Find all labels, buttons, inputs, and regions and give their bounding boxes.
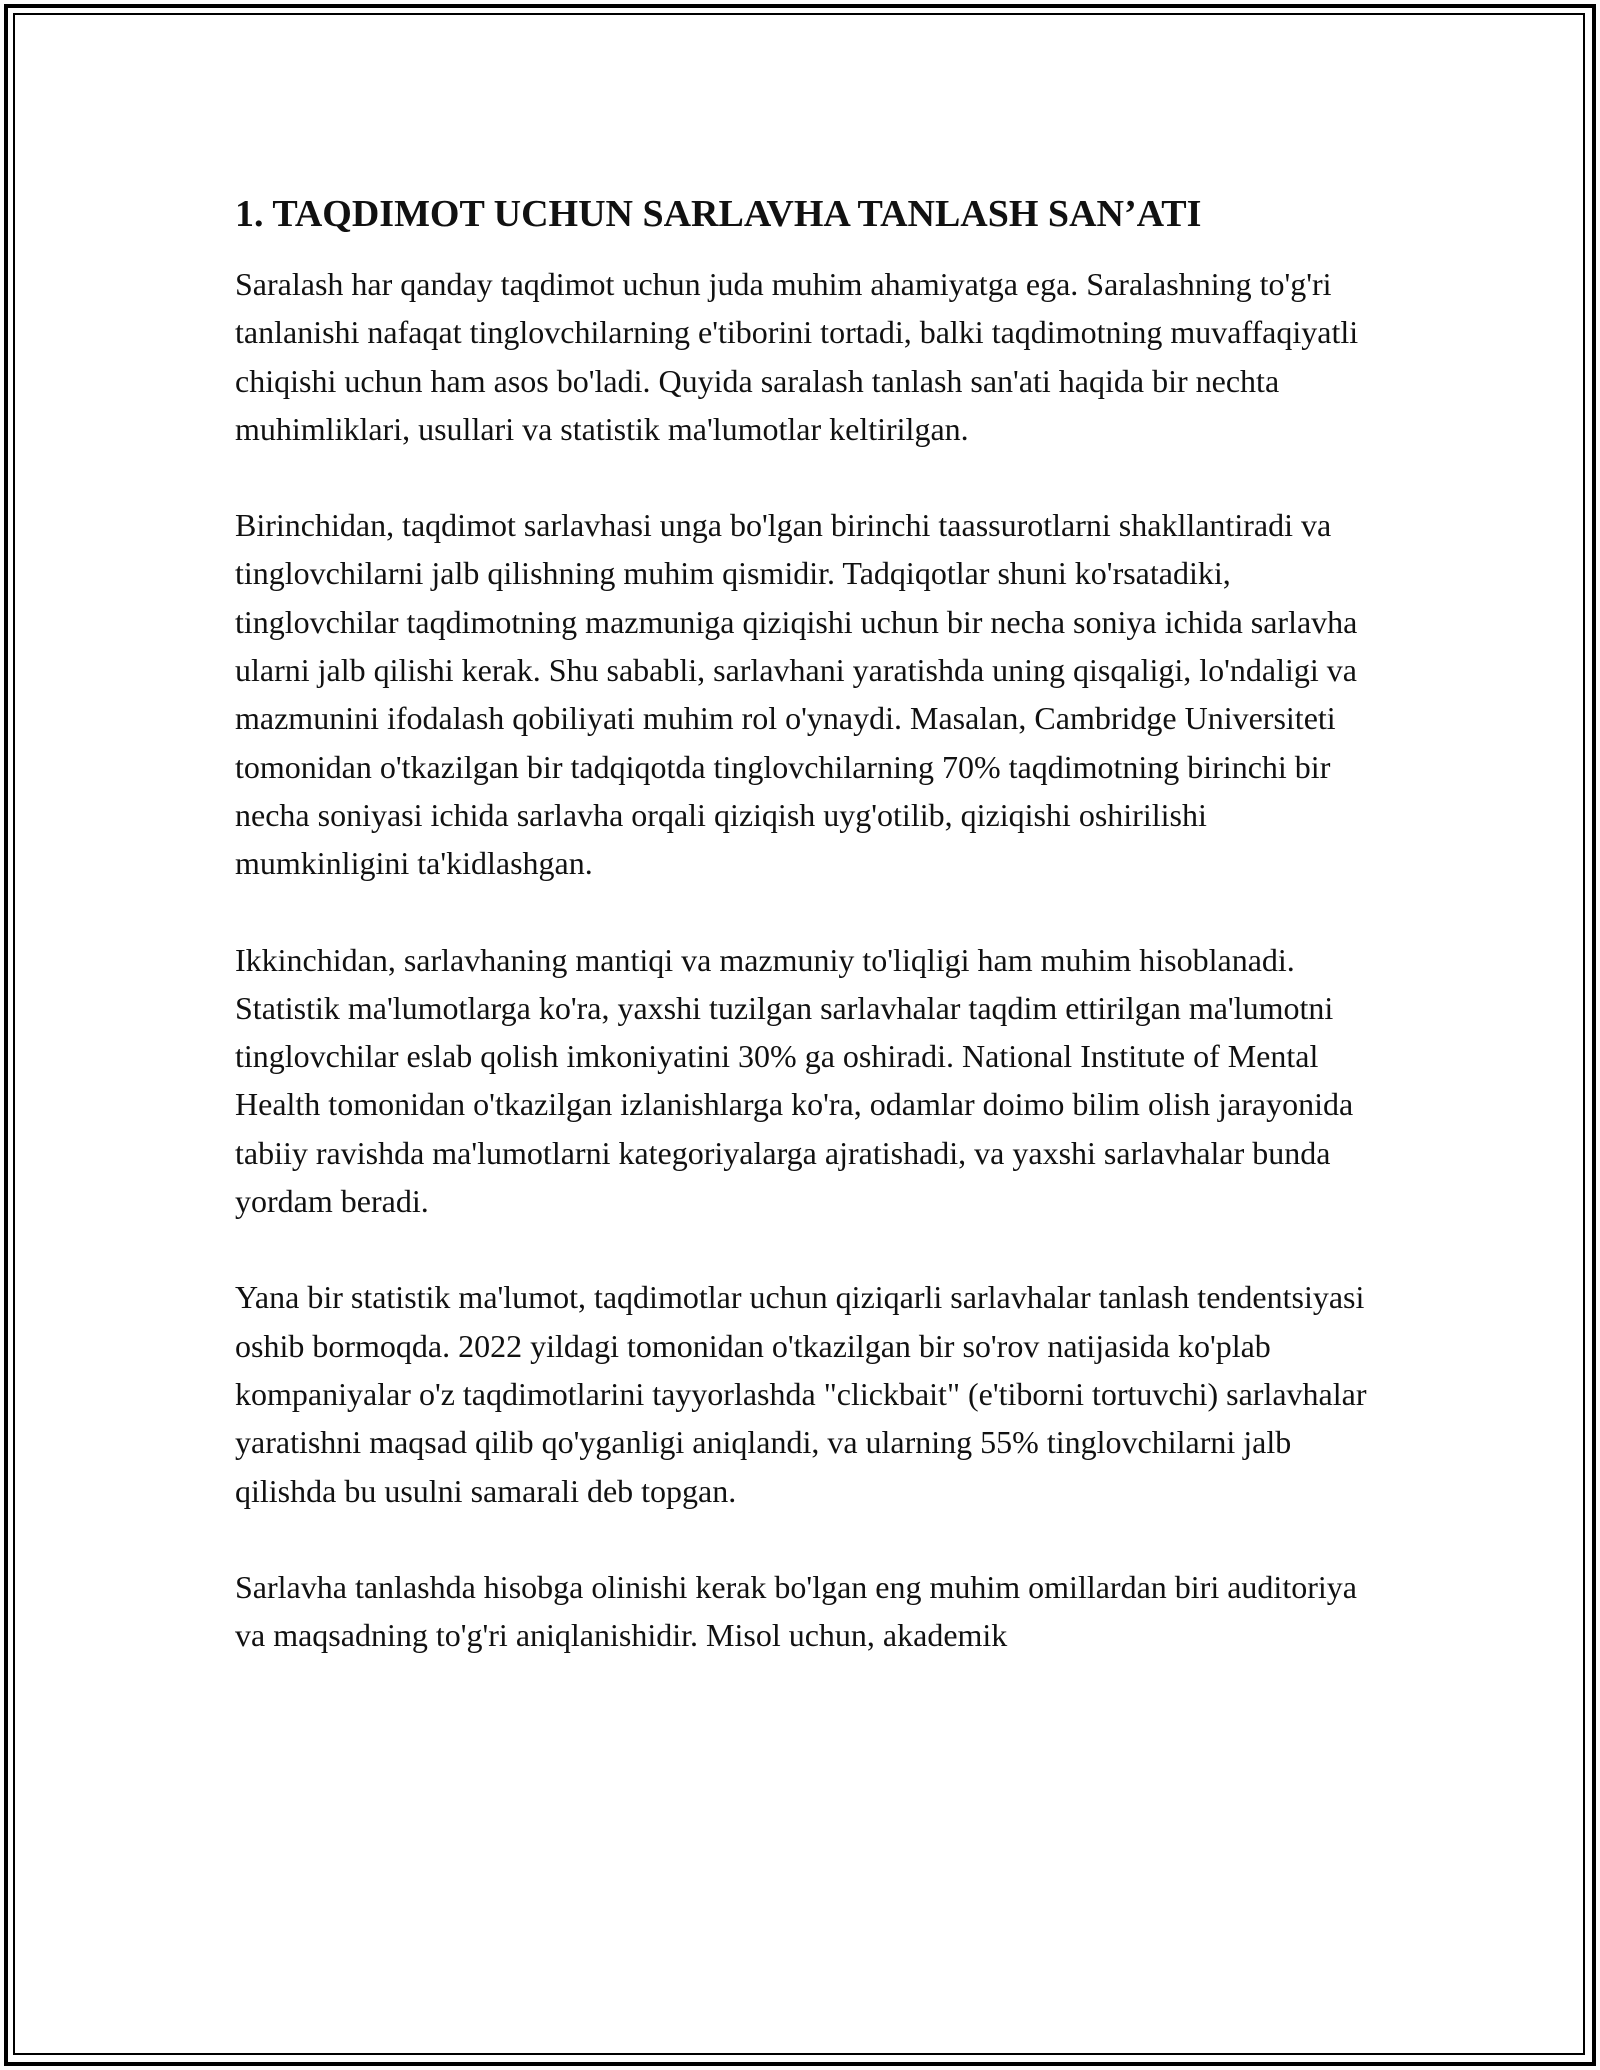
paragraph-audience: Sarlavha tanlashda hisobga olinishi kerak bo'lgan eng muhim omillardan biri auditoriya va maqsadning to'g'ri aniqlanishidir. Misol uchun, akademik — [235, 1568, 1357, 1654]
section-heading: 1. TAQDIMOT UCHUN SARLAVHA TANLASH SAN’ATI — [235, 193, 1202, 235]
paragraph-statistics: Yana bir statistik ma'lumot, taqdimotlar uchun qiziqarli sarlavhalar tanlash tendentsiyasi oshib bormoqda. 2022 yildagi tomonidan o'tkazilgan bir so'rov natijasida ko'plab kompaniyalar o'z taqdimotlarini tayyorlashda "clickbait" (e'tiborni tortuvchi) sarlavhalar yaratishni maqsad qilib qo'yganligi aniqlandi, va ularning 55% tinglovchilarni jalb qilishda bu usulni samarali deb topgan. — [235, 1279, 1367, 1509]
paragraph-second-point: Ikkinchidan, sarlavhaning mantiqi va mazmuniy to'liqligi ham muhim hisoblanadi. Statistik ma'lumotlarga ko'ra, yaxshi tuzilgan sarlavhalar taqdim ettirilgan ma'lumotni tinglovchilar eslab qolish imkoniyatini 30% ga oshiradi. National Institute of Mental Health tomonidan o'tkazilgan izlanishlarga ko'ra, odamlar doimo bilim olish jarayonida tabiiy ravishda ma'lumotlarni kategoriyalarga ajratishadi, va yaxshi sarlavhalar bunda yordam beradi. — [235, 941, 1354, 1220]
paragraph-first-point: Birinchidan, taqdimot sarlavhasi unga bo'lgan birinchi taassurotlarni shakllantiradi va tinglovchilarni jalb qilishning muhim qismidir. Tadqiqotlar shuni ko'rsatadiki, tinglovchilar taqdimotning mazmuniga qiziqishi uchun bir necha soniya ichida sarlavha ularni jalb qilishi kerak. Shu sababli, sarlavhani yaratishda uning qisqaligi, lo'ndaligi va mazmunini ifodalash qobiliyati muhim rol o'ynaydi. Masalan, Cambridge Universiteti tomonidan o'tkazilgan bir tadqiqotda tinglovchilarning 70% taqdimotning birinchi bir necha soniyasi ichida sarlavha orqali qiziqish uyg'otilib, qiziqishi oshirilishi mumkinligini ta'kidlashgan. — [235, 507, 1358, 882]
document-body — [235, 190, 1375, 1707]
paragraph-intro: Saralash har qanday taqdimot uchun juda muhim ahamiyatga ega. Saralashning to'g'ri tanlanishi nafaqat tinglovchilarning e'tiborini tortadi, balki taqdimotning muvaffaqiyatli chiqishi uchun ham asos bo'ladi. Quyida saralash tanlash san'ati haqida bir nechta muhimliklari, usullari va statistik ma'lumotlar keltirilgan. — [235, 266, 1359, 447]
